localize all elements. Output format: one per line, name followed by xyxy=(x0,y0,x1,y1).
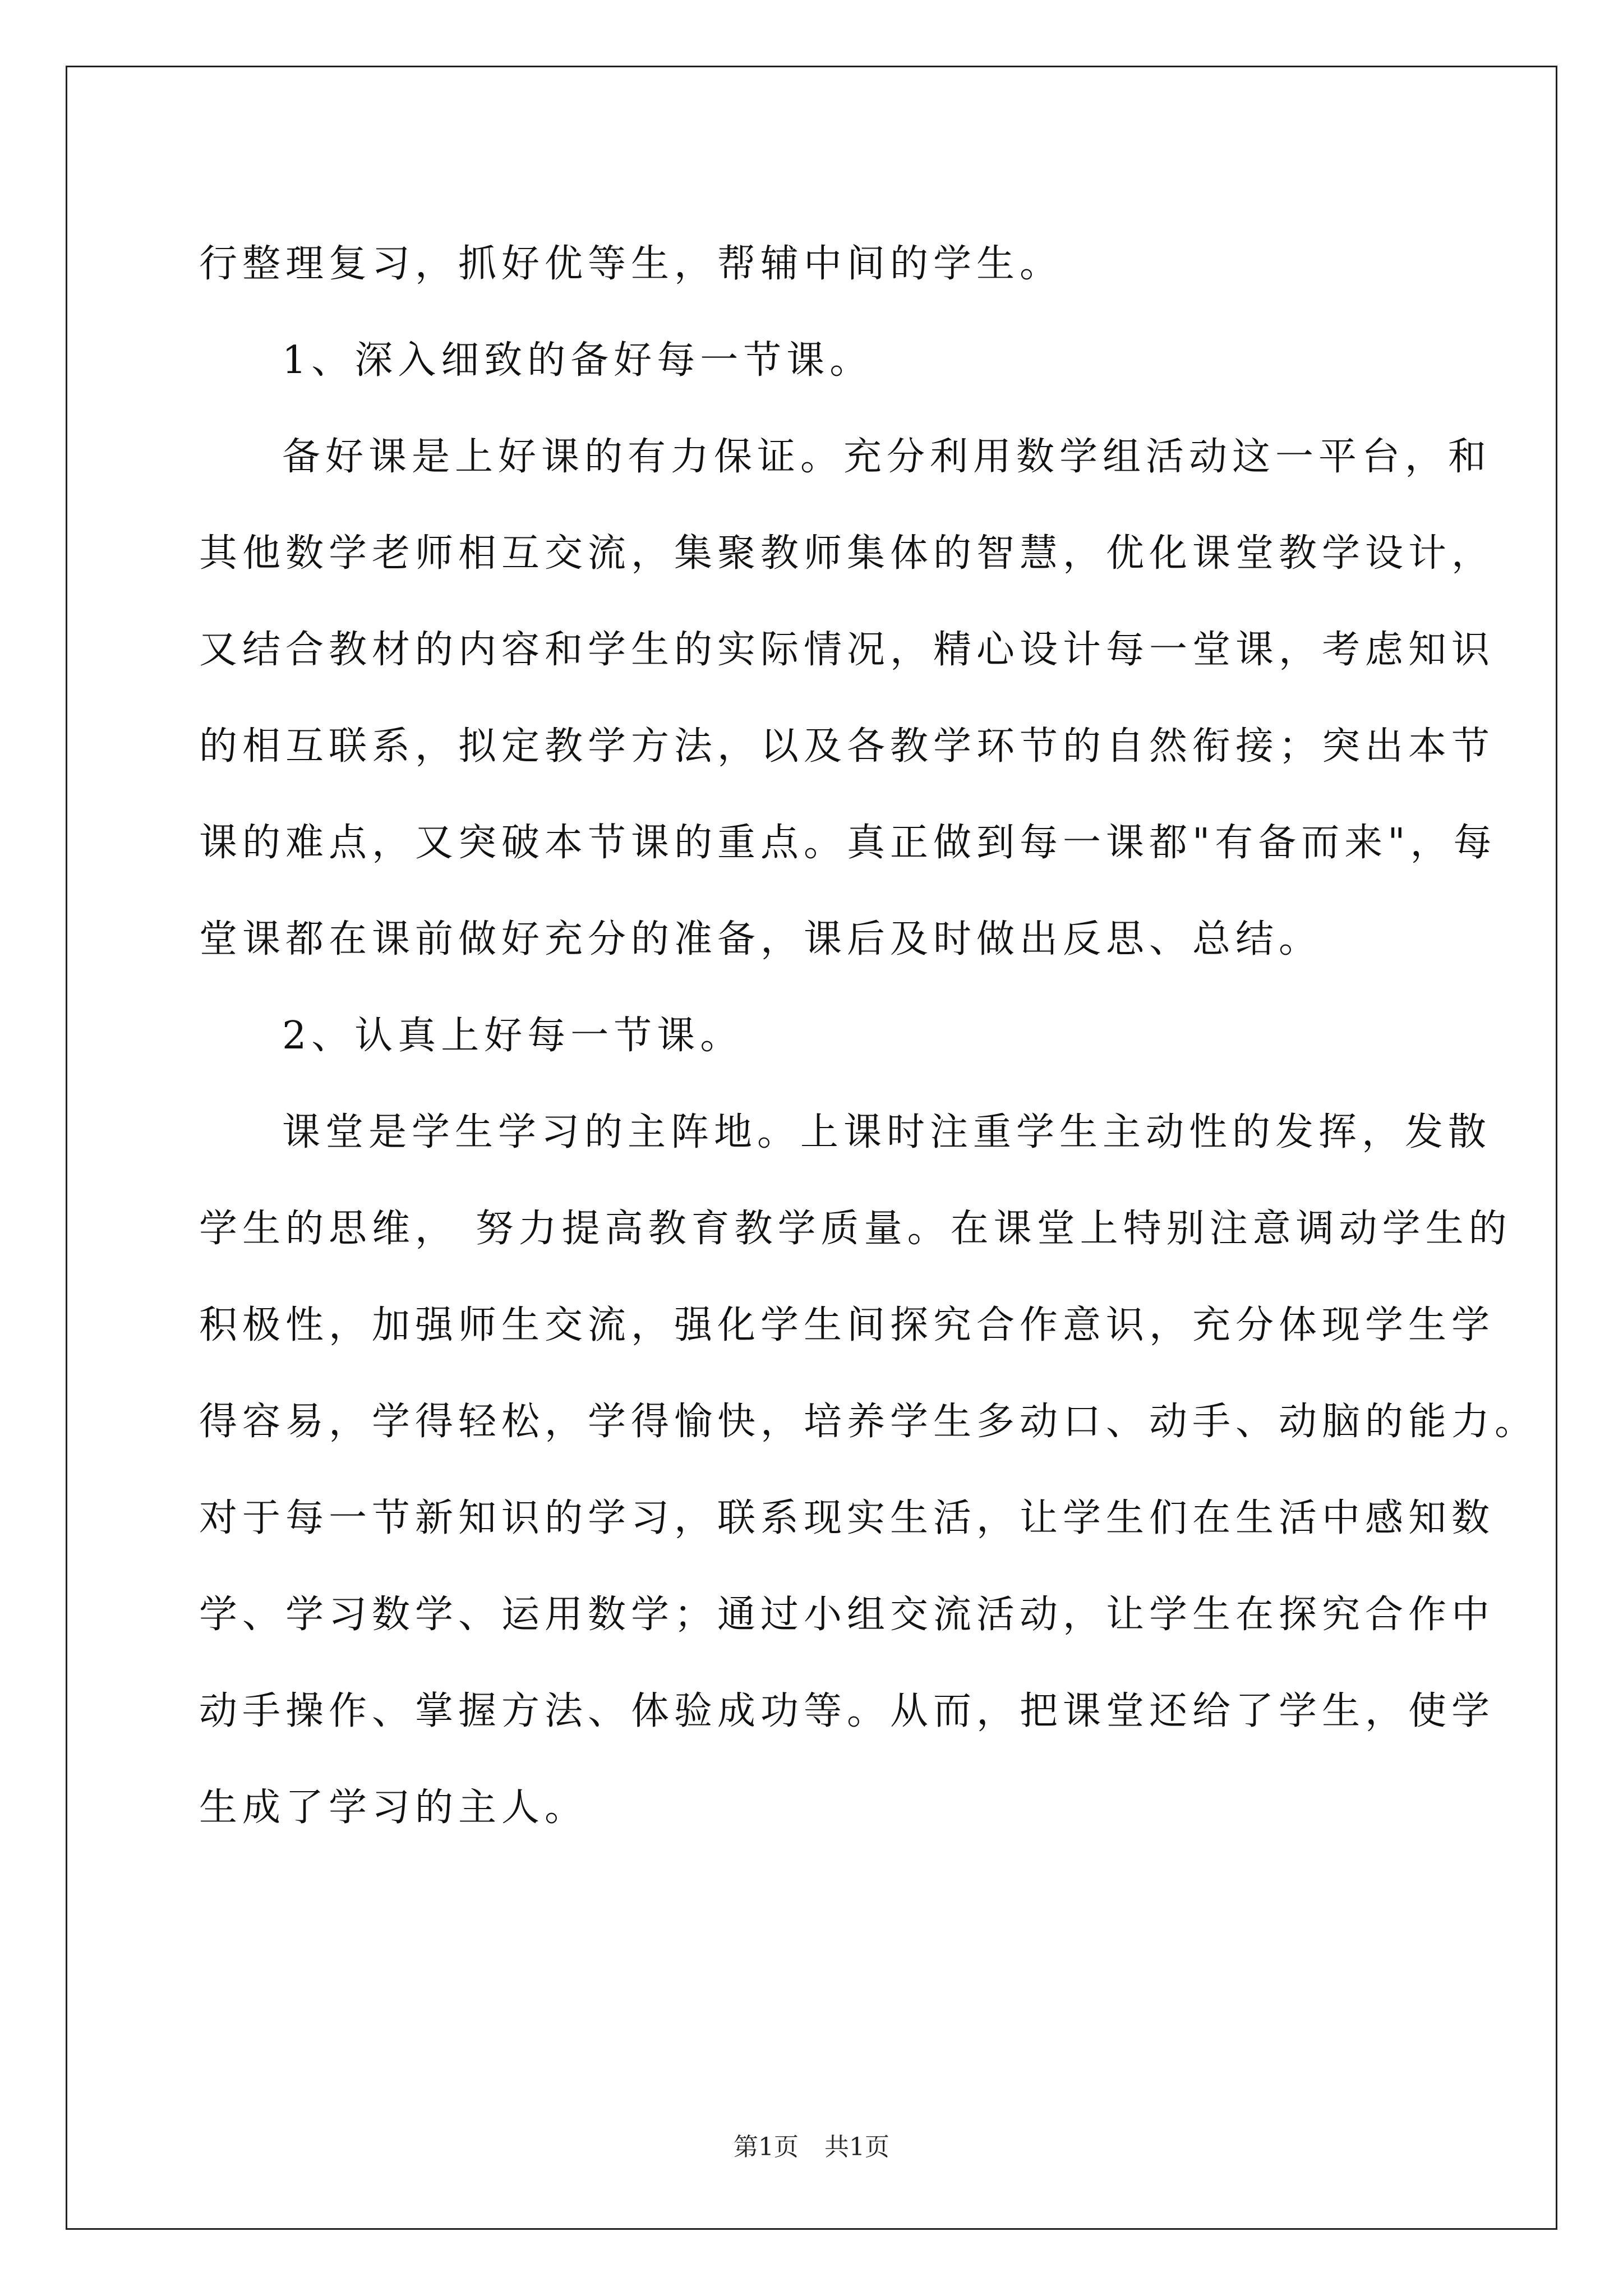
text-line: 其他数学老师相互交流，集聚教师集体的智慧，优化课堂教学设计， xyxy=(199,531,1495,576)
text-line: 得容易，学得轻松，学得愉快，培养学生多动口、动手、动脑的能力。 xyxy=(199,1400,1538,1444)
text-line: 积极性，加强师生交流，强化学生间探究合作意识，充分体现学生学 xyxy=(199,1303,1495,1347)
text-line: 备好课是上好课的有力保证。充分利用数学组活动这一平台，和 xyxy=(282,435,1492,479)
text-line: 对于每一节新知识的学习，联系现实生活，让学生们在生活中感知数 xyxy=(199,1496,1495,1540)
document-body xyxy=(199,216,1538,1856)
section-heading: 1、深入细致的备好每一节课。 xyxy=(282,338,873,383)
page-number-current: 第1页 xyxy=(734,2133,799,2161)
text-line: 课堂是学生学习的主阵地。上课时注重学生主动性的发挥，发散 xyxy=(282,1110,1492,1154)
text-line: 行整理复习，抓好优等生，帮辅中间的学生。 xyxy=(199,242,1063,286)
page-number-total: 共1页 xyxy=(824,2133,889,2161)
text-line: 学生的思维， 努力提高教育教学质量。在课堂上特别注意调动学生的 xyxy=(199,1207,1512,1251)
text-line: 学、学习数学、运用数学；通过小组交流活动，让学生在探究合作中 xyxy=(199,1593,1495,1637)
text-line: 生成了学习的主人。 xyxy=(199,1786,588,1830)
text-line: 堂课都在课前做好充分的准备，课后及时做出反思、总结。 xyxy=(199,917,1322,961)
page-footer xyxy=(0,2132,1623,2163)
text-line: 动手操作、掌握方法、体验成功等。从而，把课堂还给了学生，使学 xyxy=(199,1689,1495,1733)
text-line: 的相互联系，拟定教学方法，以及各教学环节的自然衔接；突出本节 xyxy=(199,724,1495,769)
text-line: 又结合教材的内容和学生的实际情况，精心设计每一堂课，考虑知识 xyxy=(199,628,1495,672)
text-line: 课的难点，又突破本节课的重点。真正做到每一课都"有备而来"，每 xyxy=(199,821,1497,865)
section-heading: 2、认真上好每一节课。 xyxy=(282,1014,744,1058)
